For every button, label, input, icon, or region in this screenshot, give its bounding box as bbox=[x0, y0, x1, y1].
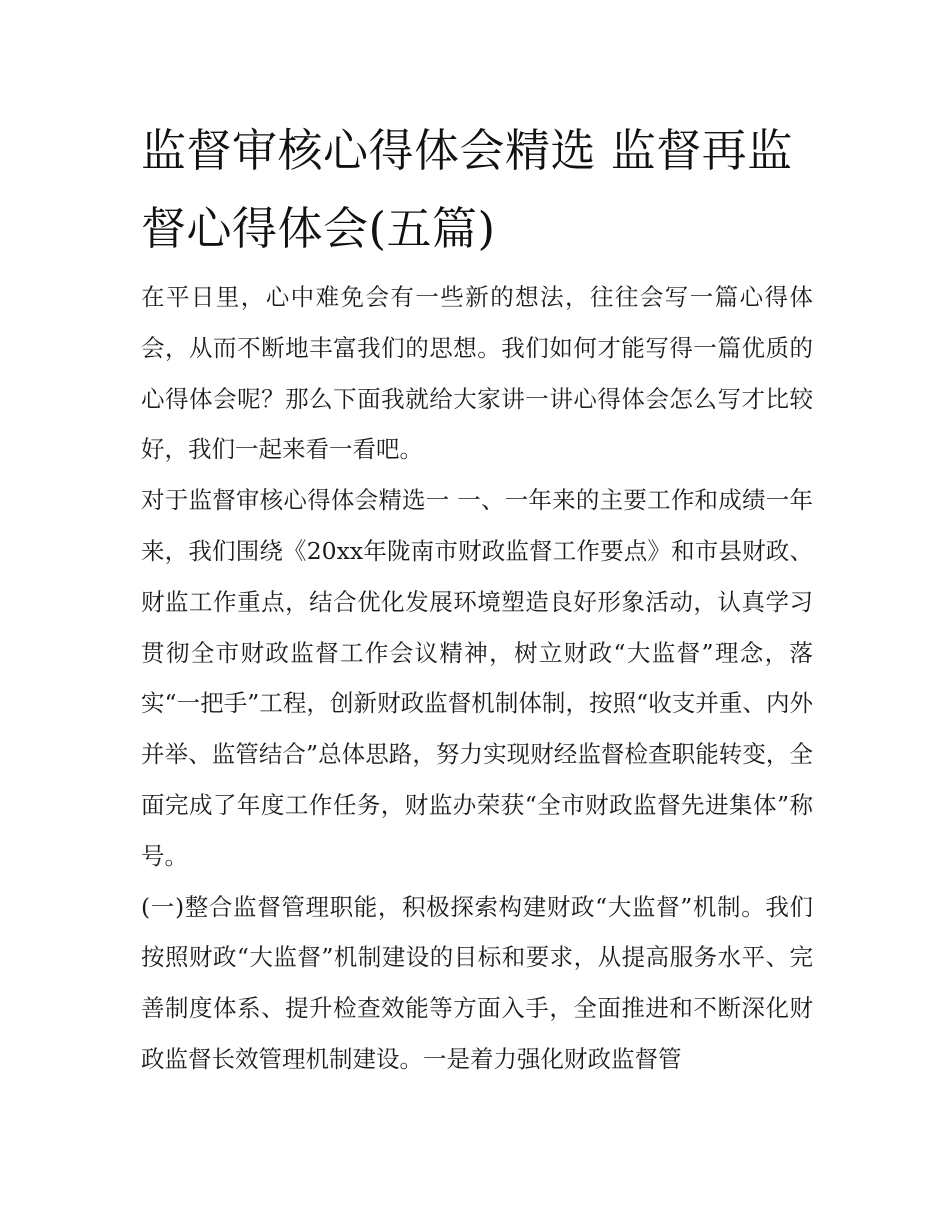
document-body bbox=[141, 112, 813, 1085]
paragraph-main-work: 对于监督审核心得体会精选一 一、一年来的主要工作和成绩一年来，我们围绕《20xx年陇南市财政监督工作要点》和市县财政、财监工作重点，结合优化发展环境塑造良好形象活动，认真学习贯彻全市财政监督工作会议精神，树立财政“大监督”理念，落实“一把手”工程，创新财政监督机制体制，按照“收支并重、内外并举、监管结合”总体思路，努力实现财经监督检查职能转变，全面完成了年度工作任务，财监办荣获“全市财政监督先进集体”称号。 bbox=[141, 486, 813, 870]
document-title: 监督审核心得体会精选 监督再监督心得体会(五篇) bbox=[141, 124, 793, 255]
paragraph-section-one: (一)整合监督管理职能，积极探索构建财政“大监督”机制。我们按照财政“大监督”机制建设的目标和要求，从提高服务水平、完善制度体系、提升检查效能等方面入手，全面推进和不断深化财政监督长效管理机制建设。一是着力强化财政监督管 bbox=[141, 892, 813, 1073]
paragraph-intro: 在平日里，心中难免会有一些新的想法，往往会写一篇心得体会，从而不断地丰富我们的思想。我们如何才能写得一篇优质的心得体会呢？那么下面我就给大家讲一讲心得体会怎么写才比较好，我们一起来看一看吧。 bbox=[141, 283, 813, 464]
